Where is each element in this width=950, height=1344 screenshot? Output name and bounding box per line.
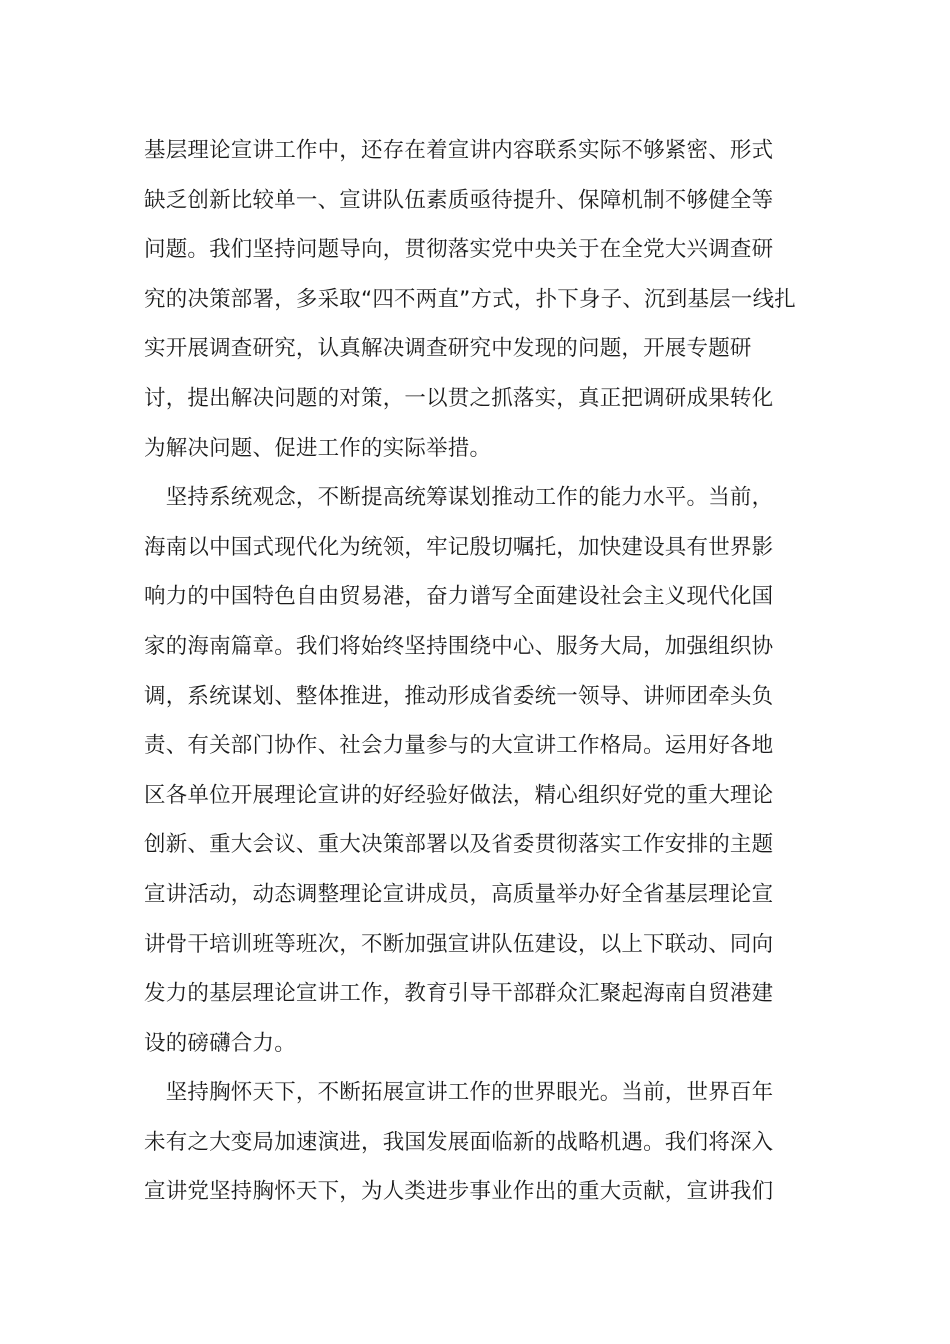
text-line: 缺乏创新比较单一、宣讲队伍素质亟待提升、保障机制不够健全等 [144, 187, 774, 213]
text-line: 设的磅礴合力。 [144, 1030, 296, 1056]
text-line: 家的海南篇章。我们将始终坚持围绕中心、服务大局，加强组织协 [144, 633, 774, 659]
text-line: 讨，提出解决问题的对策，一以贯之抓落实，真正把调研成果转化 [144, 385, 774, 411]
text-line: 发力的基层理论宣讲工作，教育引导干部群众汇聚起海南自贸港建 [144, 981, 774, 1007]
text-line: 坚持胸怀天下，不断拓展宣讲工作的世界眼光。当前，世界百年 [144, 1080, 774, 1106]
text-line: 海南以中国式现代化为统领，牢记殷切嘱托，加快建设具有世界影 [144, 534, 774, 560]
text-line: 区各单位开展理论宣讲的好经验好做法，精心组织好党的重大理论 [144, 782, 774, 808]
text-line: 响力的中国特色自由贸易港，奋力谱写全面建设社会主义现代化国 [144, 584, 774, 610]
paragraph-3 [144, 1068, 808, 1217]
paragraph-1 [144, 126, 808, 473]
text-line: 宣讲活动，动态调整理论宣讲成员，高质量举办好全省基层理论宣 [144, 881, 774, 907]
text-line: 创新、重大会议、重大决策部署以及省委贯彻落实工作安排的主题 [144, 832, 774, 858]
text-line: 调，系统谋划、整体推进，推动形成省委统一领导、讲师团牵头负 [144, 683, 774, 709]
text-line: 基层理论宣讲工作中，还存在着宣讲内容联系实际不够紧密、形式 [144, 138, 774, 163]
text-line: 究的决策部署，多采取“四不两直”方式，扑下身子、沉到基层一线扎 [144, 286, 796, 312]
text-line: 宣讲党坚持胸怀天下，为人类进步事业作出的重大贡献，宣讲我们 [144, 1179, 774, 1205]
text-line: 坚持系统观念，不断提高统筹谋划推动工作的能力水平。当前， [144, 485, 774, 511]
paragraph-2 [144, 473, 808, 1068]
text-line: 为解决问题、促进工作的实际举措。 [144, 435, 492, 461]
text-line: 讲骨干培训班等班次，不断加强宣讲队伍建设，以上下联动、同向 [144, 931, 774, 957]
text-line: 实开展调查研究，认真解决调查研究中发现的问题，开展专题研 [144, 336, 752, 362]
text-line: 责、有关部门协作、社会力量参与的大宣讲工作格局。运用好各地 [144, 733, 774, 759]
text-line: 问题。我们坚持问题导向，贯彻落实党中央关于在全党大兴调查研 [144, 237, 774, 263]
text-line: 未有之大变局加速演进，我国发展面临新的战略机遇。我们将深入 [144, 1129, 774, 1155]
document-body [144, 126, 808, 1217]
